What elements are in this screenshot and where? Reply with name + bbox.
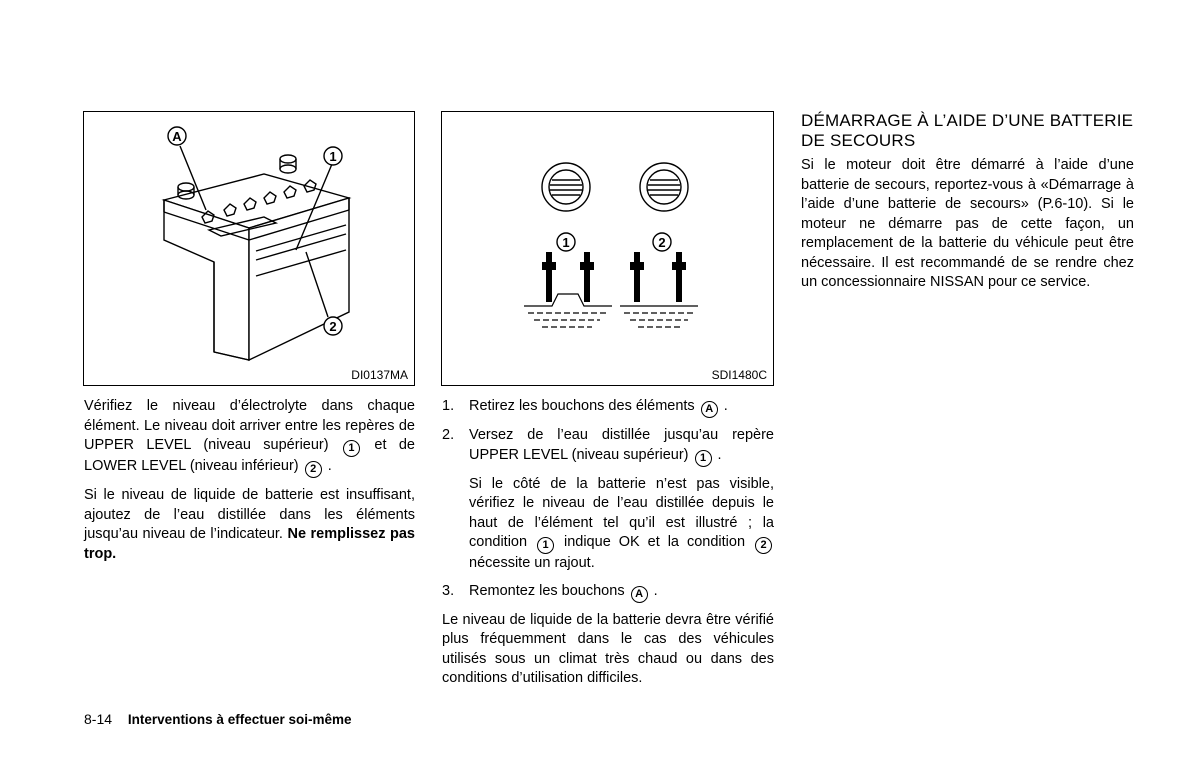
- electrolyte-paragraph: Vérifiez le niveau d’électrolyte dans chaque élément. Le niveau doit arriver entre les repères de UPPER LEVEL (niveau supérieur) 1 et de LOWER LEVEL (niveau inférieur) 2 .: [84, 397, 415, 478]
- section-title: Interventions à effectuer soi-même: [127, 712, 352, 727]
- figure-code: SDI1480C: [711, 368, 767, 382]
- condition-1-label: 1: [562, 235, 570, 250]
- fill-level-illustration: [442, 112, 773, 385]
- callout-2-label: 2: [329, 319, 337, 334]
- page-footer: [84, 711, 352, 727]
- marker-1-icon: 1: [695, 450, 712, 467]
- page-number: 8-14: [84, 711, 113, 727]
- refill-paragraph: Si le niveau de liquide de batterie est insuffisant, ajoutez de l’eau distillée dans les éléments jusqu’au niveau de l’indicateur. Ne remplissez pas trop.: [84, 487, 415, 562]
- step-2: 2. Versez de l’eau distillée jusqu’au repère UPPER LEVEL (niveau supérieur) 1 .: [442, 426, 774, 467]
- battery-illustration: [84, 112, 414, 385]
- jump-start-paragraph: Si le moteur doit être démarré à l’aide d’une batterie de secours, reportez-vous à «Démarrage à l’aide d’une batterie de secours» (P.6-10). Si le moteur ne démarre pas de cette façon, un remplacement de la batterie du véhicule peut être nécessaire. Il est recommandé de se rendre chez un concessionnaire NISSAN pour ce service.: [801, 157, 1134, 290]
- marker-1-icon: 1: [537, 537, 554, 554]
- fill-level-figure: [441, 111, 774, 386]
- marker-2-icon: 2: [305, 461, 322, 478]
- figure-code: DI0137MA: [351, 368, 408, 382]
- step-1: 1. Retirez les bouchons des éléments A .: [442, 397, 774, 418]
- callout-a-label: A: [172, 129, 182, 144]
- column-1-text: [84, 397, 415, 572]
- warning-text: Ne remplissez pas trop.: [84, 526, 415, 562]
- marker-2-icon: 2: [755, 537, 772, 554]
- step-3: 3. Remontez les bouchons A .: [442, 582, 774, 603]
- frequency-paragraph: Le niveau de liquide de la batterie devra être vérifié plus fréquemment dans le cas des véhicules utilisés sous un climat très chaud ou dans des conditions d’utilisation difficiles.: [442, 611, 774, 686]
- marker-a-icon: A: [631, 586, 648, 603]
- marker-a-icon: A: [701, 401, 718, 418]
- callout-1-label: 1: [329, 149, 337, 164]
- column-2-text: [442, 397, 774, 697]
- section-heading: DÉMARRAGE À L’AIDE D’UNE BATTERIE DE SECOURS: [801, 111, 1134, 150]
- column-3-text: [801, 111, 1134, 301]
- battery-figure: [83, 111, 415, 386]
- step-2-detail: Si le côté de la batterie n’est pas visible, vérifiez le niveau de l’eau distillée depuis le haut de l’élément tel qu’il est illustré ; la condition 1 indique OK et la condition 2 nécessite un rajout.: [469, 475, 774, 571]
- condition-2-label: 2: [658, 235, 666, 250]
- marker-1-icon: 1: [343, 440, 360, 457]
